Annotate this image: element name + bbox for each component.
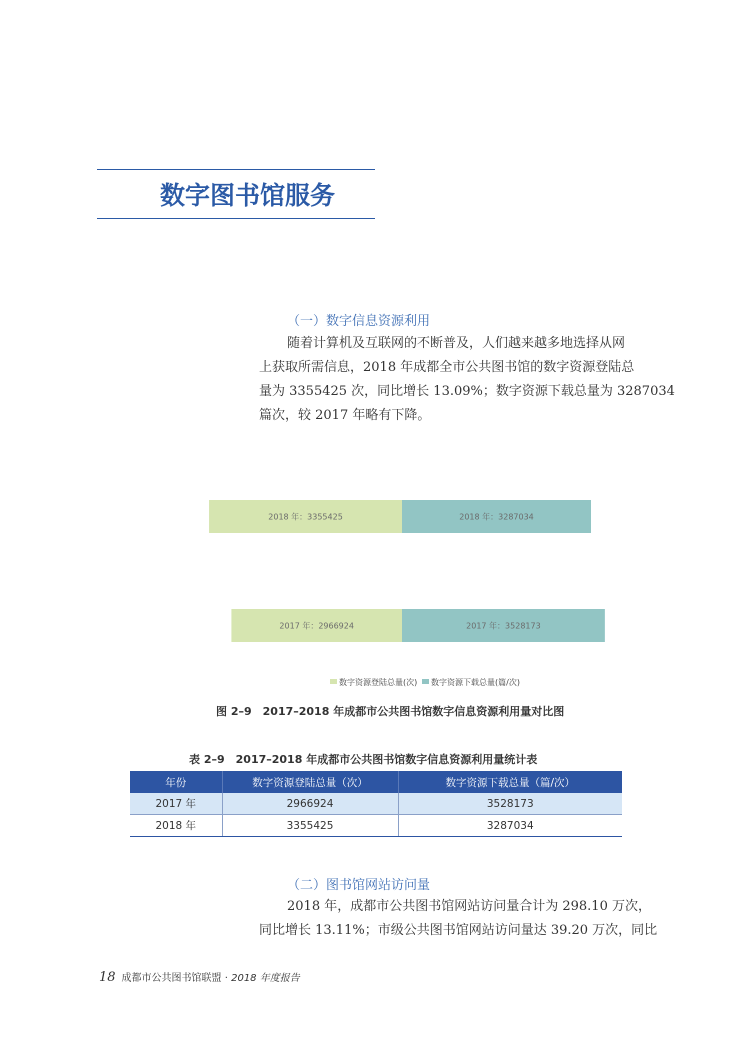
- table-caption: 表 2–9 2017–2018 年成都市公共图书馆数字信息资源利用量统计表: [189, 753, 538, 766]
- statistics-table: [130, 771, 622, 837]
- legend-swatch-0: [330, 679, 337, 684]
- table-header-cell: 年份: [130, 771, 222, 793]
- table-cell: 3287034: [398, 815, 622, 837]
- footer-org: 成都市公共图书馆联盟 ·: [121, 973, 232, 984]
- table-cell: 3355425: [222, 815, 398, 837]
- table-cell: 2017 年: [130, 793, 222, 815]
- bar-label-login-1: 2017 年：2966924: [279, 621, 354, 631]
- part1-line-1: 随着计算机及互联网的不断普及，人们越来越多地选择从网: [287, 336, 626, 351]
- legend-swatch-1: [422, 679, 429, 684]
- part2-line-1: 2018 年，成都市公共图书馆网站访问量合计为 298.10 万次，: [287, 899, 651, 914]
- part1-line-3: 量为 3355425 次，同比增长 13.09%；数字资源下载总量为 3287034: [259, 384, 675, 399]
- part2-line-2: 同比增长 13.11%；市级公共图书馆网站访问量达 39.20 万次，同比: [259, 923, 658, 938]
- page-footer: [99, 969, 300, 985]
- part1-line-2: 上获取所需信息，2018 年成都全市公共图书馆的数字资源登陆总: [259, 360, 635, 375]
- table-row: [130, 793, 622, 815]
- legend-label-1: 数字资源下载总量(篇/次): [431, 678, 520, 687]
- table-header-row: [130, 771, 622, 793]
- table-header-cell: 数字资源登陆总量（次）: [222, 771, 398, 793]
- table-cell: 2966924: [222, 793, 398, 815]
- part2-heading: （二）图书馆网站访问量: [287, 878, 431, 893]
- section-title-top-rule: [97, 169, 375, 170]
- section-title-bottom-rule: [97, 218, 375, 219]
- bar-label-download-1: 2017 年：3528173: [466, 621, 541, 631]
- bar-label-download-0: 2018 年：3287034: [459, 512, 534, 522]
- bar-label-login-0: 2018 年：3355425: [268, 512, 343, 522]
- section-title: 数字图书馆服务: [160, 181, 336, 210]
- figure-caption: 图 2–9 2017–2018 年成都市公共图书馆数字信息资源利用量对比图: [216, 705, 565, 718]
- table-cell: 3528173: [398, 793, 622, 815]
- table-cell: 2018 年: [130, 815, 222, 837]
- part1-line-4: 篇次，较 2017 年略有下降。: [259, 408, 431, 423]
- legend-label-0: 数字资源登陆总量(次): [339, 678, 418, 687]
- table-row: [130, 815, 622, 837]
- table-header-cell: 数字资源下载总量（篇/次）: [398, 771, 622, 793]
- comparison-bar-chart: [180, 490, 640, 700]
- part1-heading: （一）数字信息资源利用: [287, 314, 431, 329]
- footer-report: 2018 年度报告: [231, 973, 300, 984]
- page-number: 18: [99, 970, 116, 985]
